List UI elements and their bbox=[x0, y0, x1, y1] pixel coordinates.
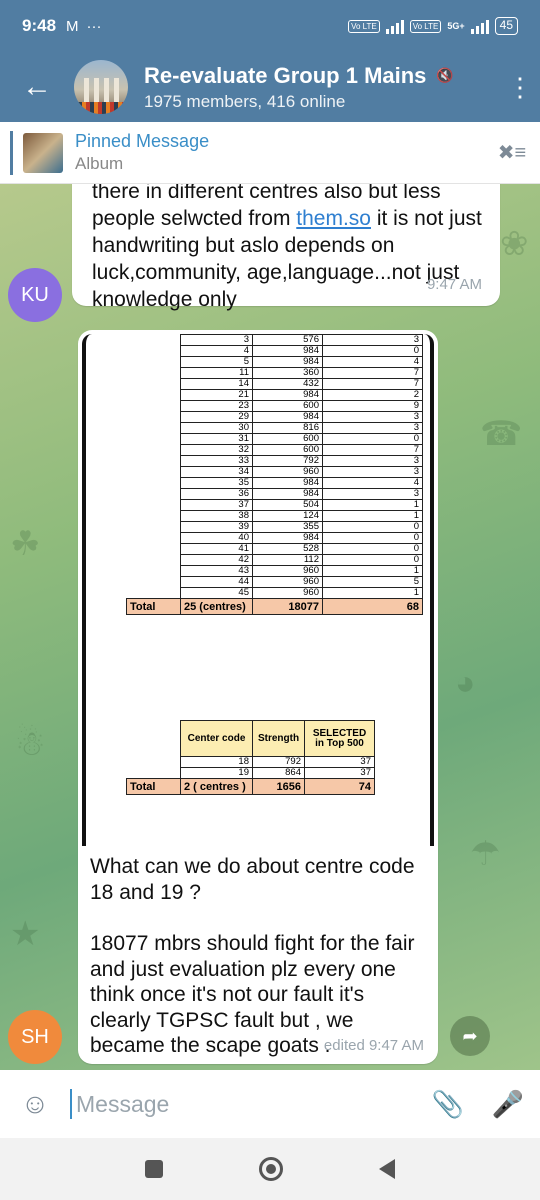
table-cell: SELECTED in Top 500 bbox=[305, 721, 375, 757]
table-total-row bbox=[127, 599, 423, 615]
table-cell: 42 bbox=[181, 555, 253, 566]
volte-badge-1: Vo LTE bbox=[348, 20, 380, 33]
doodle-icon: ◕ bbox=[455, 664, 476, 702]
pinned-thumbnail bbox=[23, 133, 63, 173]
table-row bbox=[127, 357, 423, 368]
message-photo[interactable] bbox=[82, 334, 434, 846]
table-row bbox=[127, 390, 423, 401]
table-cell: 43 bbox=[181, 566, 253, 577]
table-total-row bbox=[127, 779, 375, 795]
table-cell: 4 bbox=[323, 478, 423, 489]
table-row bbox=[127, 511, 423, 522]
table-cell: 984 bbox=[253, 489, 323, 500]
table-row bbox=[127, 379, 423, 390]
doodle-icon: ☎ bbox=[480, 415, 523, 453]
table-row bbox=[127, 533, 423, 544]
table-cell-empty bbox=[127, 467, 181, 478]
table-row bbox=[127, 346, 423, 357]
table-cell: 1 bbox=[323, 566, 423, 577]
table-cell: 984 bbox=[253, 346, 323, 357]
table-cell: 984 bbox=[253, 478, 323, 489]
table-cell: 960 bbox=[253, 577, 323, 588]
table-cell: 816 bbox=[253, 423, 323, 434]
table-cell: 504 bbox=[253, 500, 323, 511]
table-cell-empty bbox=[127, 401, 181, 412]
table-row bbox=[127, 401, 423, 412]
table-cell-empty bbox=[127, 533, 181, 544]
sender-avatar[interactable]: KU bbox=[8, 268, 62, 322]
table-row bbox=[127, 489, 423, 500]
doodle-icon: ❀ bbox=[500, 225, 529, 263]
table-cell: 960 bbox=[253, 588, 323, 599]
table-cell: 600 bbox=[253, 445, 323, 456]
table-row bbox=[127, 577, 423, 588]
message-bubble[interactable] bbox=[72, 184, 500, 311]
table-cell-empty bbox=[127, 368, 181, 379]
table-cell: 0 bbox=[323, 346, 423, 357]
chat-header bbox=[0, 52, 540, 122]
signal-icon-2 bbox=[471, 18, 489, 34]
message-time: edited 9:47 AM bbox=[323, 1037, 424, 1054]
table-cell-empty bbox=[127, 379, 181, 390]
sender-avatar[interactable]: SH bbox=[8, 1010, 62, 1064]
table-cell: 37 bbox=[305, 768, 375, 779]
table-cell: 5 bbox=[181, 357, 253, 368]
table-cell: 864 bbox=[253, 768, 305, 779]
table-cell: 0 bbox=[323, 533, 423, 544]
table-header-row bbox=[127, 721, 375, 757]
table-row bbox=[127, 555, 423, 566]
table-cell: 112 bbox=[253, 555, 323, 566]
attach-icon[interactable]: 📎 bbox=[431, 1088, 465, 1119]
table-cell: 960 bbox=[253, 566, 323, 577]
table-cell: 19 bbox=[181, 768, 253, 779]
recents-icon[interactable] bbox=[145, 1160, 163, 1178]
table-cell: Total bbox=[127, 599, 181, 615]
table-row bbox=[127, 445, 423, 456]
table-cell: Total bbox=[127, 779, 181, 795]
table-cell-empty bbox=[127, 500, 181, 511]
table-cell: 40 bbox=[181, 533, 253, 544]
table-cell: 37 bbox=[181, 500, 253, 511]
message-bubble-photo[interactable] bbox=[78, 330, 438, 1064]
table-cell: 600 bbox=[253, 401, 323, 412]
home-icon[interactable] bbox=[259, 1157, 283, 1181]
table-cell: 792 bbox=[253, 757, 305, 768]
table-cell: 360 bbox=[253, 368, 323, 379]
table-cell: 3 bbox=[323, 335, 423, 346]
table-cell: 38 bbox=[181, 511, 253, 522]
table-cell: 35 bbox=[181, 478, 253, 489]
volte-badge-2: Vo LTE bbox=[410, 20, 442, 33]
table-cell: 960 bbox=[253, 467, 323, 478]
table-cell: 9 bbox=[323, 401, 423, 412]
table-cell: 576 bbox=[253, 335, 323, 346]
message-text-cont: it is not just handwriting but aslo depends on luck,community, age,language...not just knowledge only bbox=[92, 207, 482, 311]
table-cell: 3 bbox=[323, 456, 423, 467]
table-cell: 4 bbox=[181, 346, 253, 357]
table-row bbox=[127, 467, 423, 478]
table-cell-empty bbox=[127, 423, 181, 434]
table-cell: 7 bbox=[323, 368, 423, 379]
group-avatar[interactable] bbox=[74, 60, 128, 114]
table-cell-empty bbox=[127, 445, 181, 456]
message-input-bar bbox=[0, 1070, 540, 1138]
message-input[interactable]: Message bbox=[70, 1089, 420, 1119]
table-cell-empty bbox=[127, 434, 181, 445]
emoji-icon[interactable]: ☺ bbox=[20, 1088, 50, 1119]
table-cell: 2 ( centres ) bbox=[181, 779, 253, 795]
table-cell: 33 bbox=[181, 456, 253, 467]
table-row bbox=[127, 768, 375, 779]
more-notifications-icon: ··· bbox=[86, 17, 102, 35]
table-cell: 3 bbox=[323, 467, 423, 478]
table-cell: 600 bbox=[253, 434, 323, 445]
chat-title-area[interactable] bbox=[144, 63, 500, 112]
table-cell: 432 bbox=[253, 379, 323, 390]
table-cell: 21 bbox=[181, 390, 253, 401]
table-cell-empty bbox=[127, 566, 181, 577]
table-row bbox=[127, 757, 375, 768]
table-cell: 30 bbox=[181, 423, 253, 434]
network-type: 5G+ bbox=[447, 21, 465, 31]
back-arrow-icon[interactable]: ← bbox=[22, 70, 52, 103]
chat-title: Re-evaluate Group 1 Mains bbox=[144, 62, 427, 88]
doodle-icon: ★ bbox=[10, 915, 41, 953]
table-cell: 34 bbox=[181, 467, 253, 478]
table-cell: 3 bbox=[181, 335, 253, 346]
table-cell: 44 bbox=[181, 577, 253, 588]
table-cell-empty bbox=[127, 456, 181, 467]
table-row bbox=[127, 335, 423, 346]
table-cell-empty bbox=[127, 412, 181, 423]
table-row bbox=[127, 500, 423, 511]
table-cell: 984 bbox=[253, 533, 323, 544]
table-row bbox=[127, 368, 423, 379]
pinned-indicator bbox=[10, 131, 13, 175]
table-cell-empty bbox=[127, 511, 181, 522]
table-cell: 29 bbox=[181, 412, 253, 423]
doodle-icon: ☃ bbox=[15, 725, 46, 763]
table-cell: 1656 bbox=[253, 779, 305, 795]
table-row bbox=[127, 522, 423, 533]
table-cell: 31 bbox=[181, 434, 253, 445]
table-cell: 1 bbox=[323, 588, 423, 599]
table-cell: 0 bbox=[323, 434, 423, 445]
table-cell: 984 bbox=[253, 357, 323, 368]
table-cell: 1 bbox=[323, 511, 423, 522]
table-cell: 355 bbox=[253, 522, 323, 533]
table-cell-empty bbox=[127, 768, 181, 779]
table-cell: 3 bbox=[323, 423, 423, 434]
table-row bbox=[127, 478, 423, 489]
pinned-title: Pinned Message bbox=[75, 131, 210, 151]
pinned-subtitle: Album bbox=[75, 154, 124, 173]
table-cell-empty bbox=[127, 489, 181, 500]
message-text: there in different centres also but less people selwcted from bbox=[92, 184, 441, 230]
table-cell: 792 bbox=[253, 456, 323, 467]
table-cell: 45 bbox=[181, 588, 253, 599]
table-cell: 0 bbox=[323, 522, 423, 533]
table-cell: 18077 bbox=[253, 599, 323, 615]
microphone-icon[interactable]: 🎤 bbox=[491, 1088, 525, 1119]
table-cell: 23 bbox=[181, 401, 253, 412]
table-row bbox=[127, 423, 423, 434]
table-cell-empty bbox=[127, 588, 181, 599]
table-row bbox=[127, 412, 423, 423]
table-cell: 18 bbox=[181, 757, 253, 768]
table-cell: 0 bbox=[323, 544, 423, 555]
table-cell: 4 bbox=[323, 357, 423, 368]
table-cell-empty bbox=[127, 721, 181, 757]
back-nav-icon[interactable] bbox=[379, 1159, 395, 1179]
table-cell: 0 bbox=[323, 555, 423, 566]
unpin-icon[interactable]: ✖≡ bbox=[497, 142, 527, 164]
table-cell-empty bbox=[127, 357, 181, 368]
table-row bbox=[127, 434, 423, 445]
table-cell: 25 (centres) bbox=[181, 599, 253, 615]
table-cell: 7 bbox=[323, 445, 423, 456]
system-nav-bar bbox=[0, 1138, 540, 1200]
table-cell: 528 bbox=[253, 544, 323, 555]
doodle-icon: ☂ bbox=[470, 835, 501, 873]
table-cell-empty bbox=[127, 522, 181, 533]
table-cell-empty bbox=[127, 544, 181, 555]
table-cell: 7 bbox=[323, 379, 423, 390]
table-cell: Strength bbox=[253, 721, 305, 757]
more-options-icon[interactable]: ⋮ bbox=[507, 72, 533, 102]
table-cell: 984 bbox=[253, 390, 323, 401]
table-cell: 3 bbox=[323, 412, 423, 423]
table-cell: 39 bbox=[181, 522, 253, 533]
signal-icon-1 bbox=[386, 18, 404, 34]
muted-icon: 🔇 bbox=[436, 67, 454, 83]
table-cell: 41 bbox=[181, 544, 253, 555]
table-cell-empty bbox=[127, 335, 181, 346]
table-cell: 32 bbox=[181, 445, 253, 456]
table-cell: 1 bbox=[323, 500, 423, 511]
selected-centres-table bbox=[126, 720, 375, 795]
table-cell: 14 bbox=[181, 379, 253, 390]
table-cell: 36 bbox=[181, 489, 253, 500]
status-bar bbox=[0, 0, 540, 52]
table-cell-empty bbox=[127, 757, 181, 768]
gmail-icon: M bbox=[66, 17, 79, 35]
table-cell: 37 bbox=[305, 757, 375, 768]
table-row bbox=[127, 566, 423, 577]
table-cell-empty bbox=[127, 555, 181, 566]
table-cell: 124 bbox=[253, 511, 323, 522]
caption-paragraph: What can we do about centre code 18 and 19 ? bbox=[90, 855, 415, 904]
table-cell: 3 bbox=[323, 489, 423, 500]
message-time: 9:47 AM bbox=[426, 276, 482, 293]
table-cell: 68 bbox=[323, 599, 423, 615]
doodle-icon: ☘ bbox=[10, 525, 41, 563]
table-cell-empty bbox=[127, 390, 181, 401]
pinned-message-bar[interactable] bbox=[0, 122, 540, 184]
table-cell: Center code bbox=[181, 721, 253, 757]
table-cell: 5 bbox=[323, 577, 423, 588]
table-row bbox=[127, 588, 423, 599]
chat-area[interactable] bbox=[0, 184, 540, 1070]
table-row bbox=[127, 456, 423, 467]
caption-paragraph: 18077 mbrs should fight for the fair and just evaluation plz every one think once it's not our fault it's clearly TGPSC fault but , we became the scape goats . bbox=[90, 932, 415, 1057]
table-cell: 74 bbox=[305, 779, 375, 795]
forward-icon[interactable]: ➦ bbox=[450, 1016, 490, 1056]
table-cell: 11 bbox=[181, 368, 253, 379]
message-link[interactable]: them.so bbox=[296, 207, 371, 230]
table-cell: 2 bbox=[323, 390, 423, 401]
table-cell-empty bbox=[127, 346, 181, 357]
message-caption bbox=[90, 854, 430, 1059]
table-cell-empty bbox=[127, 577, 181, 588]
chat-subtitle: 1975 members, 416 online bbox=[144, 91, 346, 111]
battery-icon: 45 bbox=[495, 17, 518, 35]
status-time: 9:48 bbox=[22, 16, 57, 35]
table-cell-empty bbox=[127, 478, 181, 489]
centres-table bbox=[126, 334, 423, 615]
table-cell: 984 bbox=[253, 412, 323, 423]
table-row bbox=[127, 544, 423, 555]
